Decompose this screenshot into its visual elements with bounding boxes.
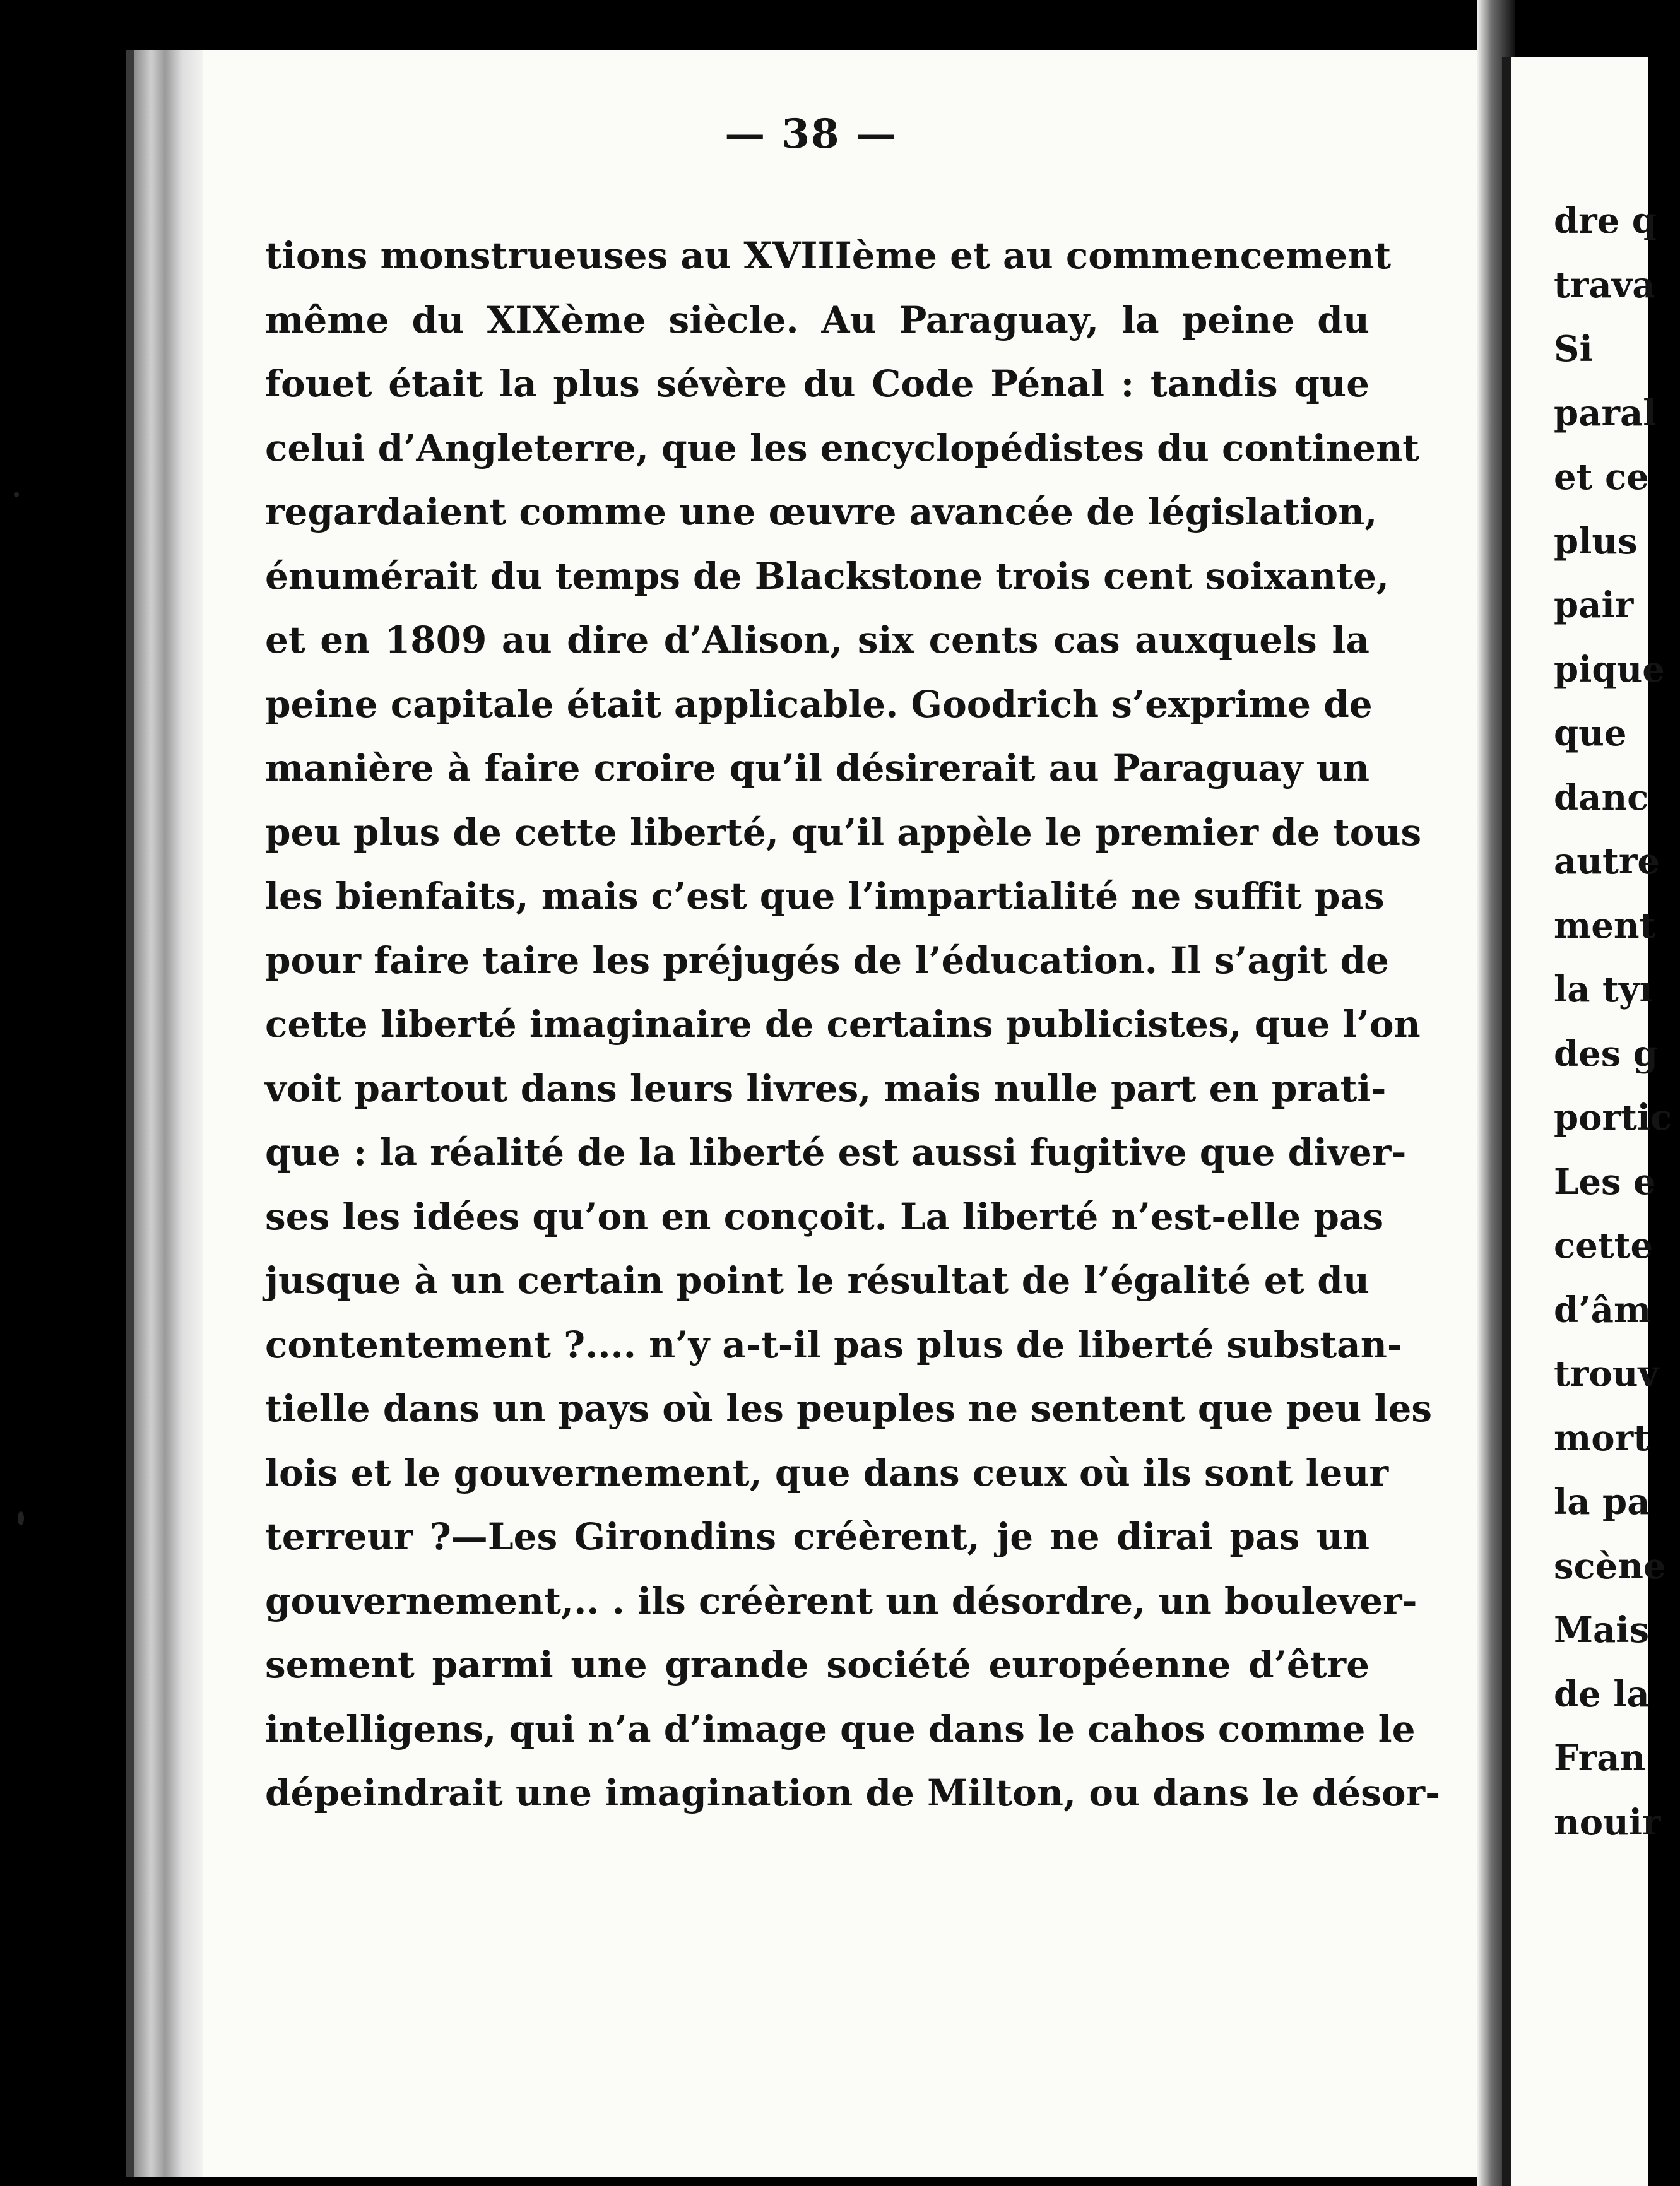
facing-text-line: Fran: [1554, 1737, 1646, 1779]
facing-page-text: [1554, 189, 1680, 1855]
facing-text-line: la tyı: [1554, 969, 1653, 1010]
facing-text-line: portic: [1554, 1097, 1672, 1138]
facing-text-line: d’âm: [1554, 1289, 1652, 1331]
facing-text-line: et ce: [1554, 456, 1649, 498]
text-line: voit partout dans leurs livres, mais nulle part en prati-: [265, 1066, 1387, 1110]
text-line: contentement ?.... n’y a-t-il pas plus de liberté substan-: [265, 1323, 1402, 1366]
text-line: intelligens, qui n’a d’image que dans le cahos comme le: [265, 1707, 1416, 1751]
text-line: cette liberté imaginaire de certains publicistes, que l’on: [265, 1003, 1421, 1046]
text-line: jusque à un certain point le résultat de l’égalité et du: [265, 1259, 1369, 1302]
facing-text-line: trouv: [1554, 1353, 1659, 1395]
facing-text-line: la pa: [1554, 1481, 1650, 1523]
text-line: manière à faire croire qu’il désirerait au Paraguay un: [265, 747, 1369, 789]
facing-text-line: pair: [1554, 584, 1634, 626]
facing-text-line: autre: [1554, 841, 1660, 882]
page-body-text: [265, 224, 1441, 1826]
text-line: et en 1809 au dire d’Alison, six cents cas auxquels la: [265, 618, 1369, 661]
facing-text-line: mort: [1554, 1417, 1650, 1459]
facing-text-line: ment: [1554, 904, 1656, 947]
facing-text-line: danc: [1554, 776, 1649, 818]
facing-text-line: dre q: [1554, 200, 1657, 242]
text-line: celui d’Angleterre, que les encyclopédistes du continent: [265, 426, 1420, 470]
text-line: les bienfaits, mais c’est que l’impartialité ne suffit pas: [265, 875, 1385, 918]
facing-text-line: que: [1554, 712, 1627, 754]
text-line: ses les idées qu’on en conçoit. La liberté n’est-elle pas: [265, 1195, 1384, 1238]
facing-text-line: des g: [1554, 1032, 1658, 1075]
text-line: tions monstrueuses au XVIIIème et au commencement: [265, 234, 1392, 277]
facing-text-line: cette: [1554, 1225, 1653, 1267]
text-line: gouvernement,.. . ils créèrent un désordre, un boulever-: [265, 1579, 1417, 1622]
facing-text-line: Mais: [1554, 1609, 1650, 1651]
facing-text-line: scène: [1554, 1545, 1666, 1587]
text-line: fouet était la plus sévère du Code Pénal : tandis que: [265, 362, 1369, 405]
text-line: énumérait du temps de Blackstone trois cent soixante,: [265, 554, 1390, 598]
text-line: même du XIXème siècle. Au Paraguay, la peine du: [265, 298, 1369, 341]
scan-speck: [18, 1511, 24, 1525]
facing-text-line: Si: [1554, 328, 1593, 370]
facing-text-line: Les e: [1554, 1161, 1656, 1203]
scan-speck: [14, 492, 19, 497]
page-edge-shadow: [134, 50, 203, 2177]
text-line: regardaient comme une œuvre avancée de législation,: [265, 490, 1378, 533]
facing-text-line: de la: [1554, 1673, 1650, 1715]
text-line: peine capitale était applicable. Goodrich s’exprime de: [265, 682, 1373, 726]
text-line: tielle dans un pays où les peuples ne sentent que peu les: [265, 1387, 1433, 1430]
page-number: — 38 —: [725, 110, 897, 158]
facing-text-line: trava: [1554, 264, 1655, 306]
text-line: sement parmi une grande société européenne d’être: [265, 1643, 1369, 1686]
facing-text-line: plus: [1554, 520, 1638, 562]
text-line: pour faire taire les préjugés de l’éducation. Il s’agit de: [265, 938, 1389, 982]
text-line: que : la réalité de la liberté est aussi fugitive que diver-: [265, 1131, 1407, 1174]
text-line: peu plus de cette liberté, qu’il appèle le premier de tous: [265, 810, 1422, 854]
facing-text-line: paral: [1554, 392, 1657, 434]
facing-text-line: pique: [1554, 648, 1665, 690]
text-line: dépeindrait une imagination de Milton, ou dans le désor-: [265, 1771, 1441, 1814]
facing-text-line: nouir: [1554, 1801, 1661, 1843]
text-line: terreur ?—Les Girondins créèrent, je ne dirai pas un: [265, 1515, 1369, 1558]
text-line: lois et le gouvernement, que dans ceux où ils sont leur: [265, 1451, 1389, 1494]
